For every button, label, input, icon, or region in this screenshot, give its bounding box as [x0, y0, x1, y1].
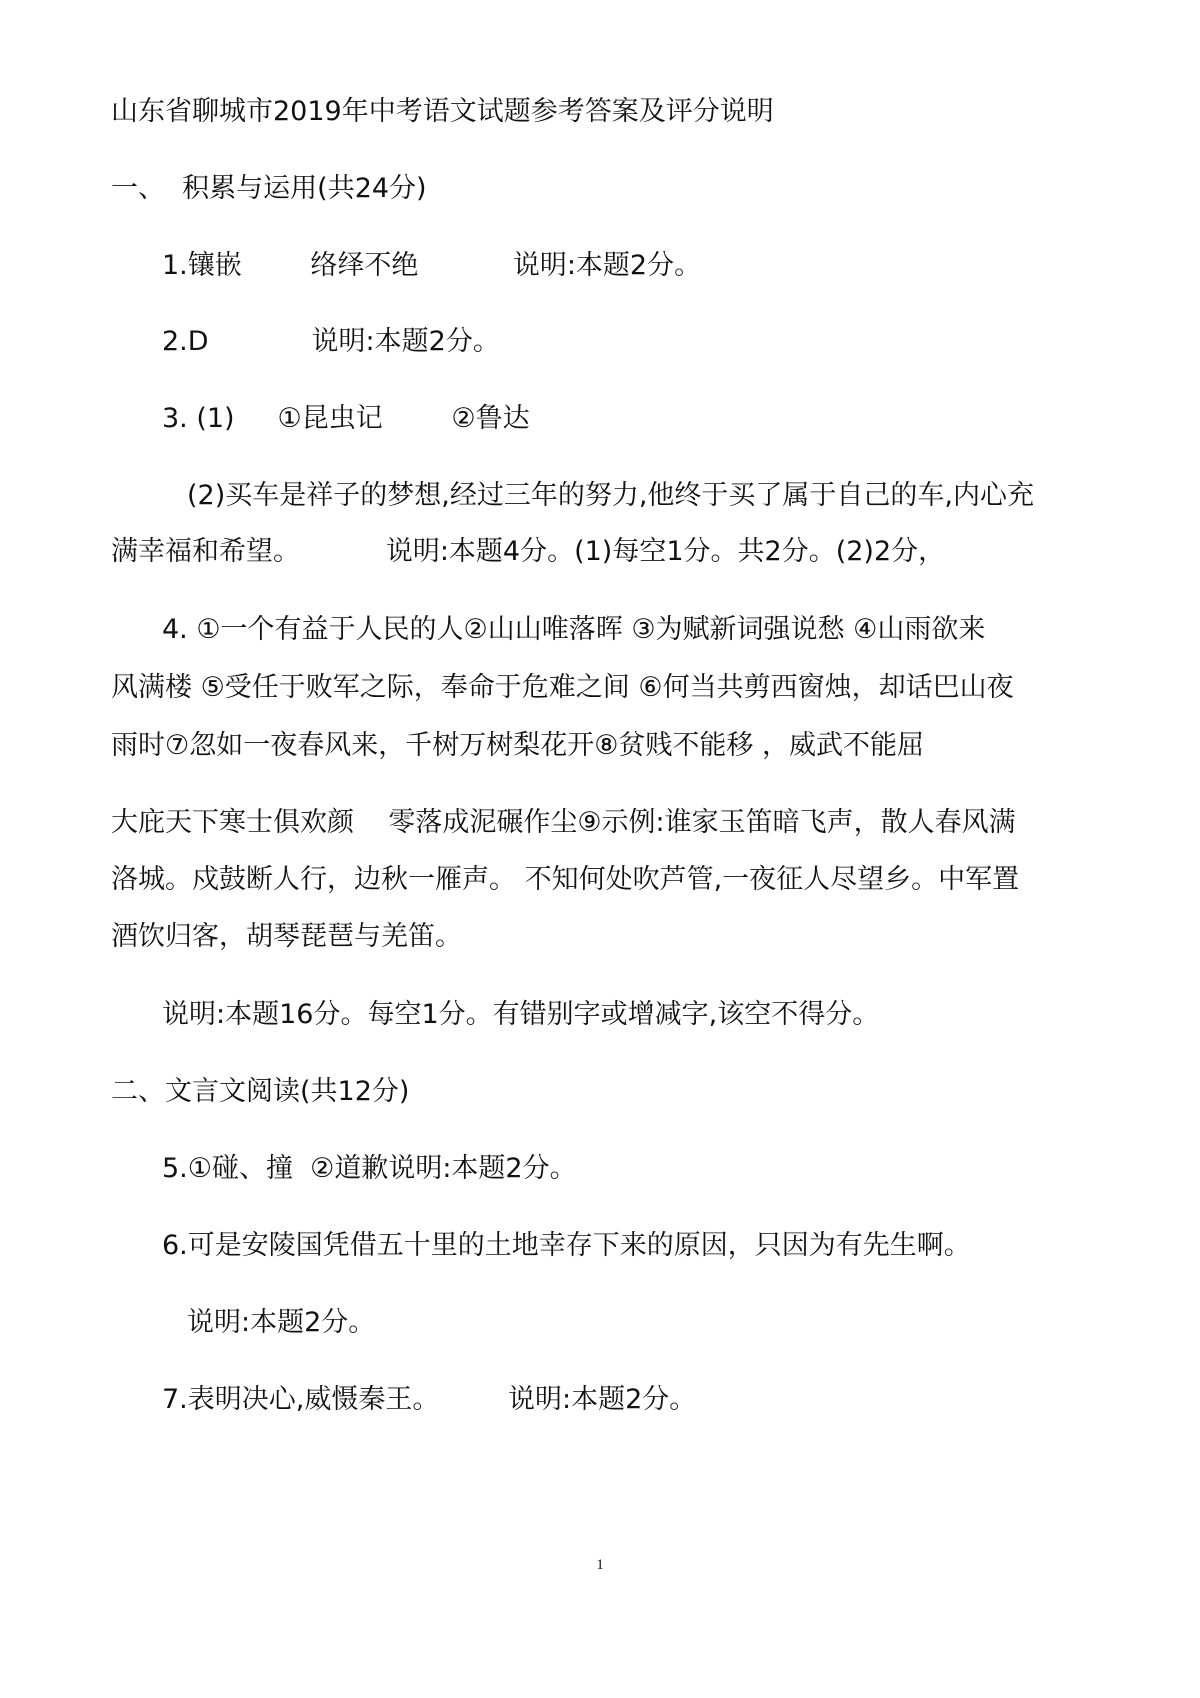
answer-q4-line6: 酒饮归客，胡琴琵琶与羌笛。 — [111, 921, 462, 952]
section-heading-1: 一、 积累与运用(共24分) — [111, 173, 427, 204]
answer-q3-part2-line1: (2)买车是祥子的梦想,经过三年的努力,他终于买了属于自己的车,内心充 — [187, 480, 1034, 511]
answer-q1: 1.镶嵌 络绎不绝 说明:本题2分。 — [162, 250, 702, 281]
answer-q4-note: 说明:本题16分。每空1分。有错别字或增减字,该空不得分。 — [162, 999, 880, 1030]
page-number: 1 — [596, 1557, 604, 1573]
answer-q4-line4: 大庇天下寒士俱欢颜 零落成泥碾作尘⑨示例:谁家玉笛暗飞声，散人春风满 — [111, 807, 1016, 838]
answer-q7: 7.表明决心,威慑秦王。 说明:本题2分。 — [162, 1384, 697, 1415]
answer-q3-part1: 3. (1) ①昆虫记 ②鲁达 — [162, 403, 530, 434]
answer-q5: 5.①碰、撞 ②道歉说明:本题2分。 — [162, 1153, 577, 1184]
section-heading-2: 二、文言文阅读(共12分) — [111, 1076, 410, 1107]
answer-q2: 2.D 说明:本题2分。 — [162, 326, 500, 357]
answer-q6-note: 说明:本题2分。 — [187, 1307, 376, 1338]
answer-q4-line5: 洛城。戍鼓断人行，边秋一雁声。 不知何处吹芦管,一夜征人尽望乡。中军置 — [111, 864, 1020, 895]
answer-q4-line3: 雨时⑦忽如一夜春风来，千树万树梨花开⑧贫贱不能移 ，威武不能屈 — [111, 730, 924, 761]
answer-q6: 6.可是安陵国凭借五十里的土地幸存下来的原因，只因为有先生啊。 — [162, 1230, 971, 1261]
document-title: 山东省聊城市2019年中考语文试题参考答案及评分说明 — [111, 96, 774, 127]
answer-q4-line1: 4. ①一个有益于人民的人②山山唯落晖 ③为赋新词强说愁 ④山雨欲来 — [162, 614, 986, 645]
answer-q3-part2-line2: 满幸福和希望。 说明:本题4分。(1)每空1分。共2分。(2)2分， — [111, 536, 946, 567]
answer-q4-line2: 风满楼 ⑤受任于败军之际，奉命于危难之间 ⑥何当共剪西窗烛，却话巴山夜 — [111, 672, 1014, 703]
